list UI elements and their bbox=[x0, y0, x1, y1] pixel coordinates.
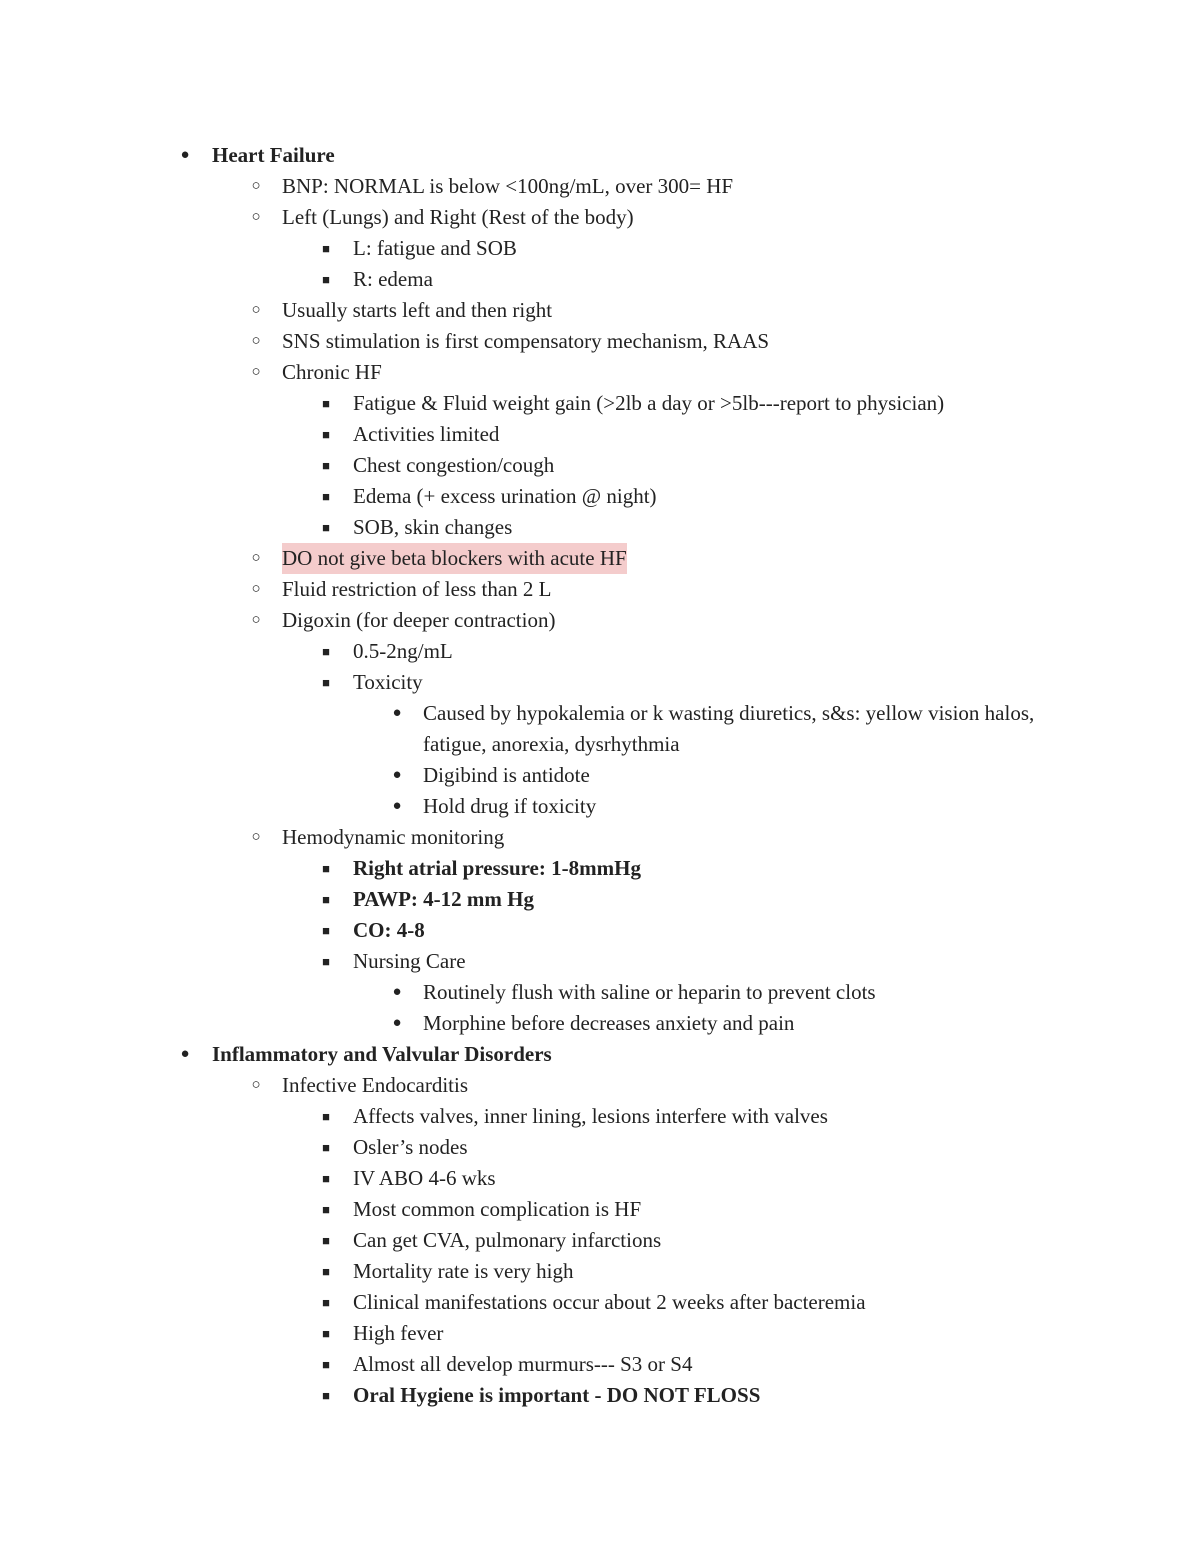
list-item bbox=[0, 1101, 1200, 1132]
square-bullet-icon: ■ bbox=[322, 954, 330, 969]
square-bullet-icon: ■ bbox=[322, 272, 330, 287]
disc-bullet-icon: ● bbox=[392, 767, 402, 783]
square-bullet-icon: ■ bbox=[322, 396, 330, 411]
square-bullet-icon: ■ bbox=[322, 489, 330, 504]
list-item bbox=[0, 295, 1200, 326]
list-item bbox=[0, 264, 1200, 295]
list-item-text: Usually starts left and then right bbox=[282, 298, 553, 322]
list-item-text: SOB, skin changes bbox=[353, 515, 513, 539]
list-item bbox=[0, 1225, 1200, 1256]
list-item-text: Routinely flush with saline or heparin to prevent clots bbox=[423, 980, 876, 1004]
square-bullet-icon: ■ bbox=[322, 427, 330, 442]
list-item bbox=[0, 543, 1200, 574]
list-item-text: L: fatigue and SOB bbox=[353, 236, 517, 260]
list-item bbox=[0, 326, 1200, 357]
list-item-text: SNS stimulation is first compensatory mechanism, RAAS bbox=[282, 329, 770, 353]
list-item-text: 0.5-2ng/mL bbox=[353, 639, 453, 663]
list-item bbox=[0, 822, 1200, 853]
list-item bbox=[0, 574, 1200, 605]
list-item bbox=[0, 760, 1200, 791]
list-item-text: Right atrial pressure: 1-8mmHg bbox=[353, 856, 641, 880]
circle-bullet-icon: ○ bbox=[251, 364, 261, 380]
list-item bbox=[0, 791, 1200, 822]
square-bullet-icon: ■ bbox=[322, 644, 330, 659]
square-bullet-icon: ■ bbox=[322, 1357, 330, 1372]
list-item-text: Most common complication is HF bbox=[353, 1197, 642, 1221]
list-item bbox=[0, 977, 1200, 1008]
list-item-text: Activities limited bbox=[353, 422, 500, 446]
list-item bbox=[0, 946, 1200, 977]
list-item bbox=[0, 1256, 1200, 1287]
list-item-text: Osler’s nodes bbox=[353, 1135, 468, 1159]
square-bullet-icon: ■ bbox=[322, 923, 330, 938]
disc-bullet-icon: ● bbox=[392, 984, 402, 1000]
square-bullet-icon: ■ bbox=[322, 861, 330, 876]
section-heading-text: Inflammatory and Valvular Disorders bbox=[212, 1042, 552, 1066]
list-item-text: Fluid restriction of less than 2 L bbox=[282, 577, 552, 601]
section-heading-text: Heart Failure bbox=[212, 143, 335, 167]
list-item-text: Nursing Care bbox=[353, 949, 466, 973]
square-bullet-icon: ■ bbox=[322, 1109, 330, 1124]
list-item bbox=[0, 698, 1200, 760]
square-bullet-icon: ■ bbox=[322, 1140, 330, 1155]
circle-bullet-icon: ○ bbox=[251, 302, 261, 318]
list-item-text: Oral Hygiene is important - DO NOT FLOSS bbox=[353, 1383, 761, 1407]
square-bullet-icon: ■ bbox=[322, 892, 330, 907]
list-item-text: BNP: NORMAL is below <100ng/mL, over 300= HF bbox=[282, 174, 734, 198]
list-item-text: Affects valves, inner lining, lesions interfere with valves bbox=[353, 1104, 828, 1128]
list-item bbox=[0, 202, 1200, 233]
list-item bbox=[0, 233, 1200, 264]
square-bullet-icon: ■ bbox=[322, 1388, 330, 1403]
list-item-text: Caused by hypokalemia or k wasting diuretics, s&s: yellow vision halos, fatigue, anorexia, dysrhythmia bbox=[423, 701, 1035, 756]
list-item bbox=[0, 388, 1200, 419]
list-item-text: Hold drug if toxicity bbox=[423, 794, 597, 818]
circle-bullet-icon: ○ bbox=[251, 581, 261, 597]
list-item bbox=[0, 1349, 1200, 1380]
square-bullet-icon: ■ bbox=[322, 1264, 330, 1279]
list-item bbox=[0, 636, 1200, 667]
circle-bullet-icon: ○ bbox=[251, 1077, 261, 1093]
circle-bullet-icon: ○ bbox=[251, 209, 261, 225]
disc-bullet-icon: ● bbox=[180, 1046, 190, 1062]
list-item-text: Mortality rate is very high bbox=[353, 1259, 574, 1283]
square-bullet-icon: ■ bbox=[322, 1233, 330, 1248]
list-item bbox=[0, 1287, 1200, 1318]
section-heading bbox=[0, 1039, 1200, 1070]
square-bullet-icon: ■ bbox=[322, 458, 330, 473]
circle-bullet-icon: ○ bbox=[251, 333, 261, 349]
section-heading bbox=[0, 140, 1200, 171]
list-item-text: IV ABO 4-6 wks bbox=[353, 1166, 496, 1190]
circle-bullet-icon: ○ bbox=[251, 612, 261, 628]
list-item bbox=[0, 481, 1200, 512]
list-item-text: Digoxin (for deeper contraction) bbox=[282, 608, 556, 632]
square-bullet-icon: ■ bbox=[322, 1171, 330, 1186]
disc-bullet-icon: ● bbox=[392, 1015, 402, 1031]
list-item-text: High fever bbox=[353, 1321, 444, 1345]
list-item bbox=[0, 1194, 1200, 1225]
square-bullet-icon: ■ bbox=[322, 1295, 330, 1310]
list-item bbox=[0, 1008, 1200, 1039]
list-item bbox=[0, 853, 1200, 884]
list-item-text: Edema (+ excess urination @ night) bbox=[353, 484, 657, 508]
list-item-text: Hemodynamic monitoring bbox=[282, 825, 505, 849]
list-item-text: Morphine before decreases anxiety and pain bbox=[423, 1011, 795, 1035]
list-item-text: PAWP: 4-12 mm Hg bbox=[353, 887, 534, 911]
circle-bullet-icon: ○ bbox=[251, 178, 261, 194]
list-item bbox=[0, 667, 1200, 698]
list-item-text: Chronic HF bbox=[282, 360, 382, 384]
list-item bbox=[0, 171, 1200, 202]
list-item bbox=[0, 419, 1200, 450]
disc-bullet-icon: ● bbox=[180, 147, 190, 163]
list-item-text: DO not give beta blockers with acute HF bbox=[282, 543, 627, 574]
list-item-text: Clinical manifestations occur about 2 weeks after bacteremia bbox=[353, 1290, 866, 1314]
list-item bbox=[0, 512, 1200, 543]
list-item-text: CO: 4-8 bbox=[353, 918, 425, 942]
circle-bullet-icon: ○ bbox=[251, 829, 261, 845]
list-item-text: Can get CVA, pulmonary infarctions bbox=[353, 1228, 662, 1252]
list-item-text: Fatigue & Fluid weight gain (>2lb a day or >5lb---report to physician) bbox=[353, 391, 945, 415]
list-item-text: R: edema bbox=[353, 267, 433, 291]
list-item bbox=[0, 1070, 1200, 1101]
list-item-text: Left (Lungs) and Right (Rest of the body) bbox=[282, 205, 634, 229]
list-item-text: Infective Endocarditis bbox=[282, 1073, 469, 1097]
disc-bullet-icon: ● bbox=[392, 705, 402, 721]
list-item-text: Almost all develop murmurs--- S3 or S4 bbox=[353, 1352, 693, 1376]
list-item bbox=[0, 1163, 1200, 1194]
square-bullet-icon: ■ bbox=[322, 1326, 330, 1341]
list-item bbox=[0, 357, 1200, 388]
disc-bullet-icon: ● bbox=[392, 798, 402, 814]
list-item bbox=[0, 884, 1200, 915]
list-item-text: Digibind is antidote bbox=[423, 763, 590, 787]
square-bullet-icon: ■ bbox=[322, 241, 330, 256]
list-item-text: Toxicity bbox=[353, 670, 423, 694]
list-item bbox=[0, 1132, 1200, 1163]
list-item bbox=[0, 605, 1200, 636]
square-bullet-icon: ■ bbox=[322, 1202, 330, 1217]
list-item bbox=[0, 1380, 1200, 1411]
square-bullet-icon: ■ bbox=[322, 520, 330, 535]
list-item bbox=[0, 1318, 1200, 1349]
list-item bbox=[0, 915, 1200, 946]
square-bullet-icon: ■ bbox=[322, 675, 330, 690]
list-item-text: Chest congestion/cough bbox=[353, 453, 555, 477]
list-item bbox=[0, 450, 1200, 481]
document-body bbox=[0, 140, 1200, 1411]
circle-bullet-icon: ○ bbox=[251, 550, 261, 566]
